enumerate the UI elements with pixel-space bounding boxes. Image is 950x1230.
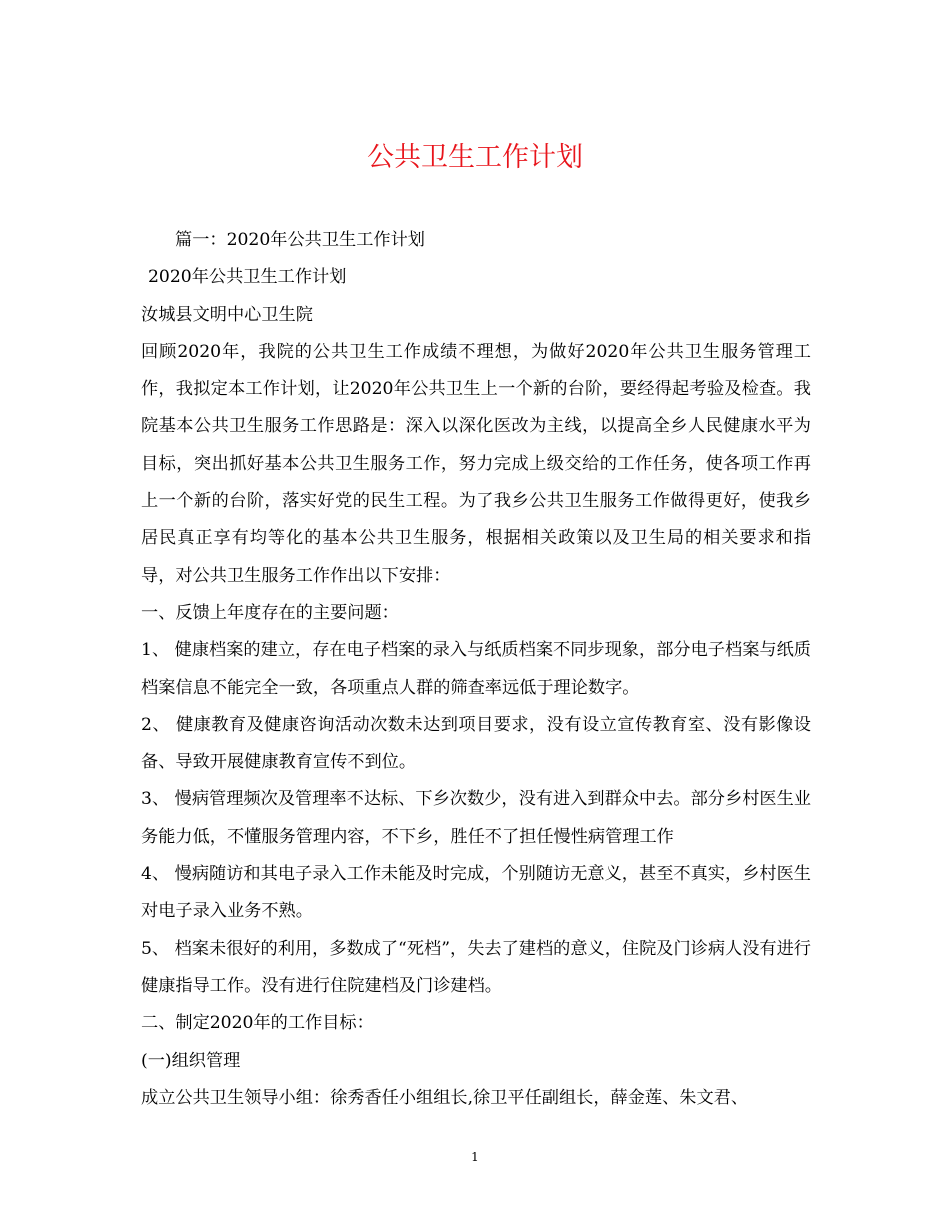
document-body	[141, 222, 811, 1117]
organization-management-heading: (一)组织管理	[141, 1050, 241, 1071]
problem-item-2: 2、 健康教育及健康咨询活动次数未达到项目要求，没有设立宣传教育室、没有影像设备、导致开展健康教育宣传不到位。	[141, 714, 811, 773]
section-heading: 篇一：2020年公共卫生工作计划	[175, 230, 425, 250]
plan-title: 2020年公共卫生工作计划	[148, 267, 347, 288]
leadership-group-paragraph: 成立公共卫生领导小组：徐秀香任小组组长,徐卫平任副组长，薛金莲、朱文君、	[141, 1087, 749, 1108]
document-title: 公共卫生工作计划	[367, 142, 583, 173]
problem-item-3: 3、 慢病管理频次及管理率不达标、下乡次数少，没有进入到群众中去。部分乡村医生业务能力低，不懂服务管理内容，不下乡，胜任不了担任慢性病管理工作	[141, 789, 811, 847]
organization-name: 汝城县文明中心卫生院	[141, 304, 313, 325]
problem-item-4: 4、 慢病随访和其电子录入工作未能及时完成，个别随访无意义，甚至不真实，乡村医生对电子录入业务不熟。	[141, 864, 811, 922]
intro-paragraph: 回顾2020年，我院的公共卫生工作成绩不理想，为做好2020年公共卫生服务管理工作，我拟定本工作计划，让2020年公共卫生上一个新的台阶，要经得起考验及检查。我院基本公共卫生服务工作思路是：深入以深化医改为主线，以提高全乡人民健康水平为目标，突出抓好基本公共卫生服务工作，努力完成上级交给的工作任务，使各项工作再上一个新的台阶，落实好党的民生工程。为了我乡公共卫生服务工作做得更好，使我乡居民真正享有均等化的基本公共卫生服务，根据相关政策以及卫生局的相关要求和指导，对公共卫生服务工作作出以下安排：	[141, 341, 811, 586]
problem-item-5: 5、 档案未很好的利用，多数成了“死档”，失去了建档的意义，住院及门诊病人没有进行健康指导工作。没有进行住院建档及门诊建档。	[141, 938, 811, 996]
problem-item-1: 1、 健康档案的建立，存在电子档案的录入与纸质档案不同步现象，部分电子档案与纸质档案信息不能完全一致，各项重点人群的筛查率远低于理论数字。	[141, 640, 811, 698]
page-number: 1	[471, 1150, 479, 1164]
goals-heading: 二、制定2020年的工作目标：	[141, 1013, 374, 1034]
problems-heading: 一、反馈上年度存在的主要问题：	[141, 602, 399, 623]
